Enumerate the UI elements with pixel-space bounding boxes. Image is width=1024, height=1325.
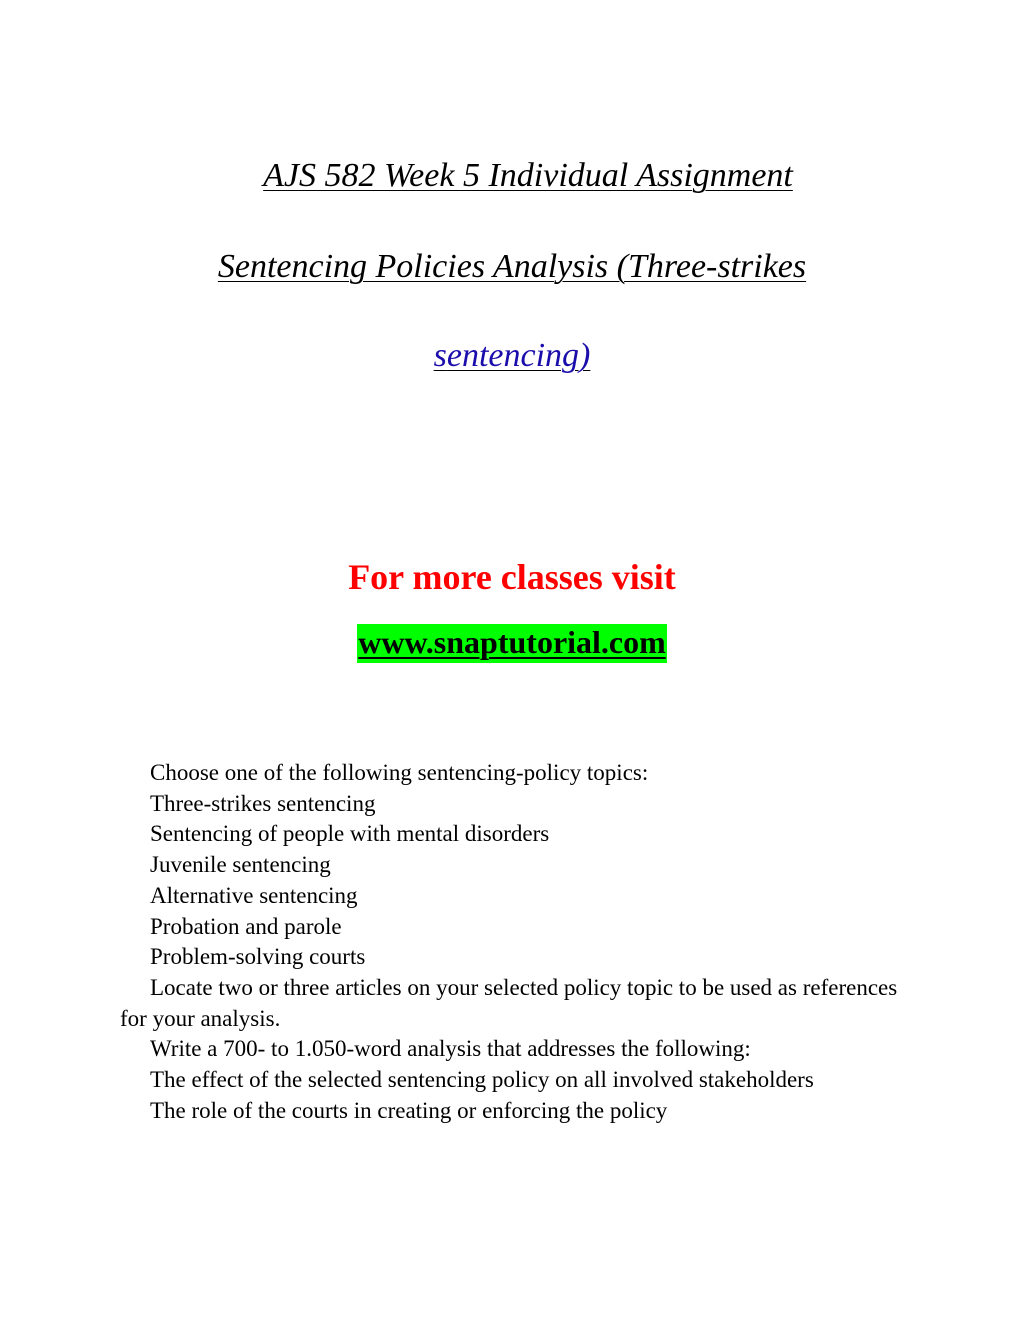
instruction-line: Sentencing of people with mental disorders [150, 821, 550, 847]
assignment-subtitle-text: Sentencing Policies Analysis (Three-strikes [217, 248, 807, 285]
instruction-line: The effect of the selected sentencing policy on all involved stakeholders [150, 1067, 814, 1093]
subtitle-rest: entencing) [446, 337, 591, 374]
instruction-line: Alternative sentencing [150, 882, 358, 908]
assignment-subtitle [0, 247, 1024, 287]
assignment-title [0, 156, 1024, 196]
promo-url-container[interactable] [0, 622, 1024, 662]
subtitle-first-letter: s [433, 337, 447, 374]
assignment-instructions [120, 758, 900, 1126]
instruction-line: Three-strikes sentencing [150, 790, 376, 816]
assignment-subtitle-continued[interactable] [0, 336, 1024, 376]
instruction-line: Juvenile sentencing [150, 852, 331, 878]
instruction-line: The role of the courts in creating or enforcing the policy [150, 1097, 668, 1123]
assignment-title-text: AJS 582 Week 5 Individual Assignment [263, 157, 793, 194]
instruction-line: Locate two or three articles on your selected policy topic to be used as references for your analysis. [120, 974, 898, 1031]
promo-url-link[interactable]: www.snaptutorial.com [357, 624, 667, 663]
instruction-line: Problem-solving courts [150, 944, 366, 970]
instruction-line: Probation and parole [150, 913, 342, 939]
promo-heading: For more classes visit [348, 557, 676, 597]
subtitle-continued-link[interactable] [434, 337, 591, 374]
instruction-line: Write a 700- to 1.050-word analysis that addresses the following: [150, 1036, 751, 1062]
instruction-line: Choose one of the following sentencing-policy topics: [150, 760, 649, 785]
